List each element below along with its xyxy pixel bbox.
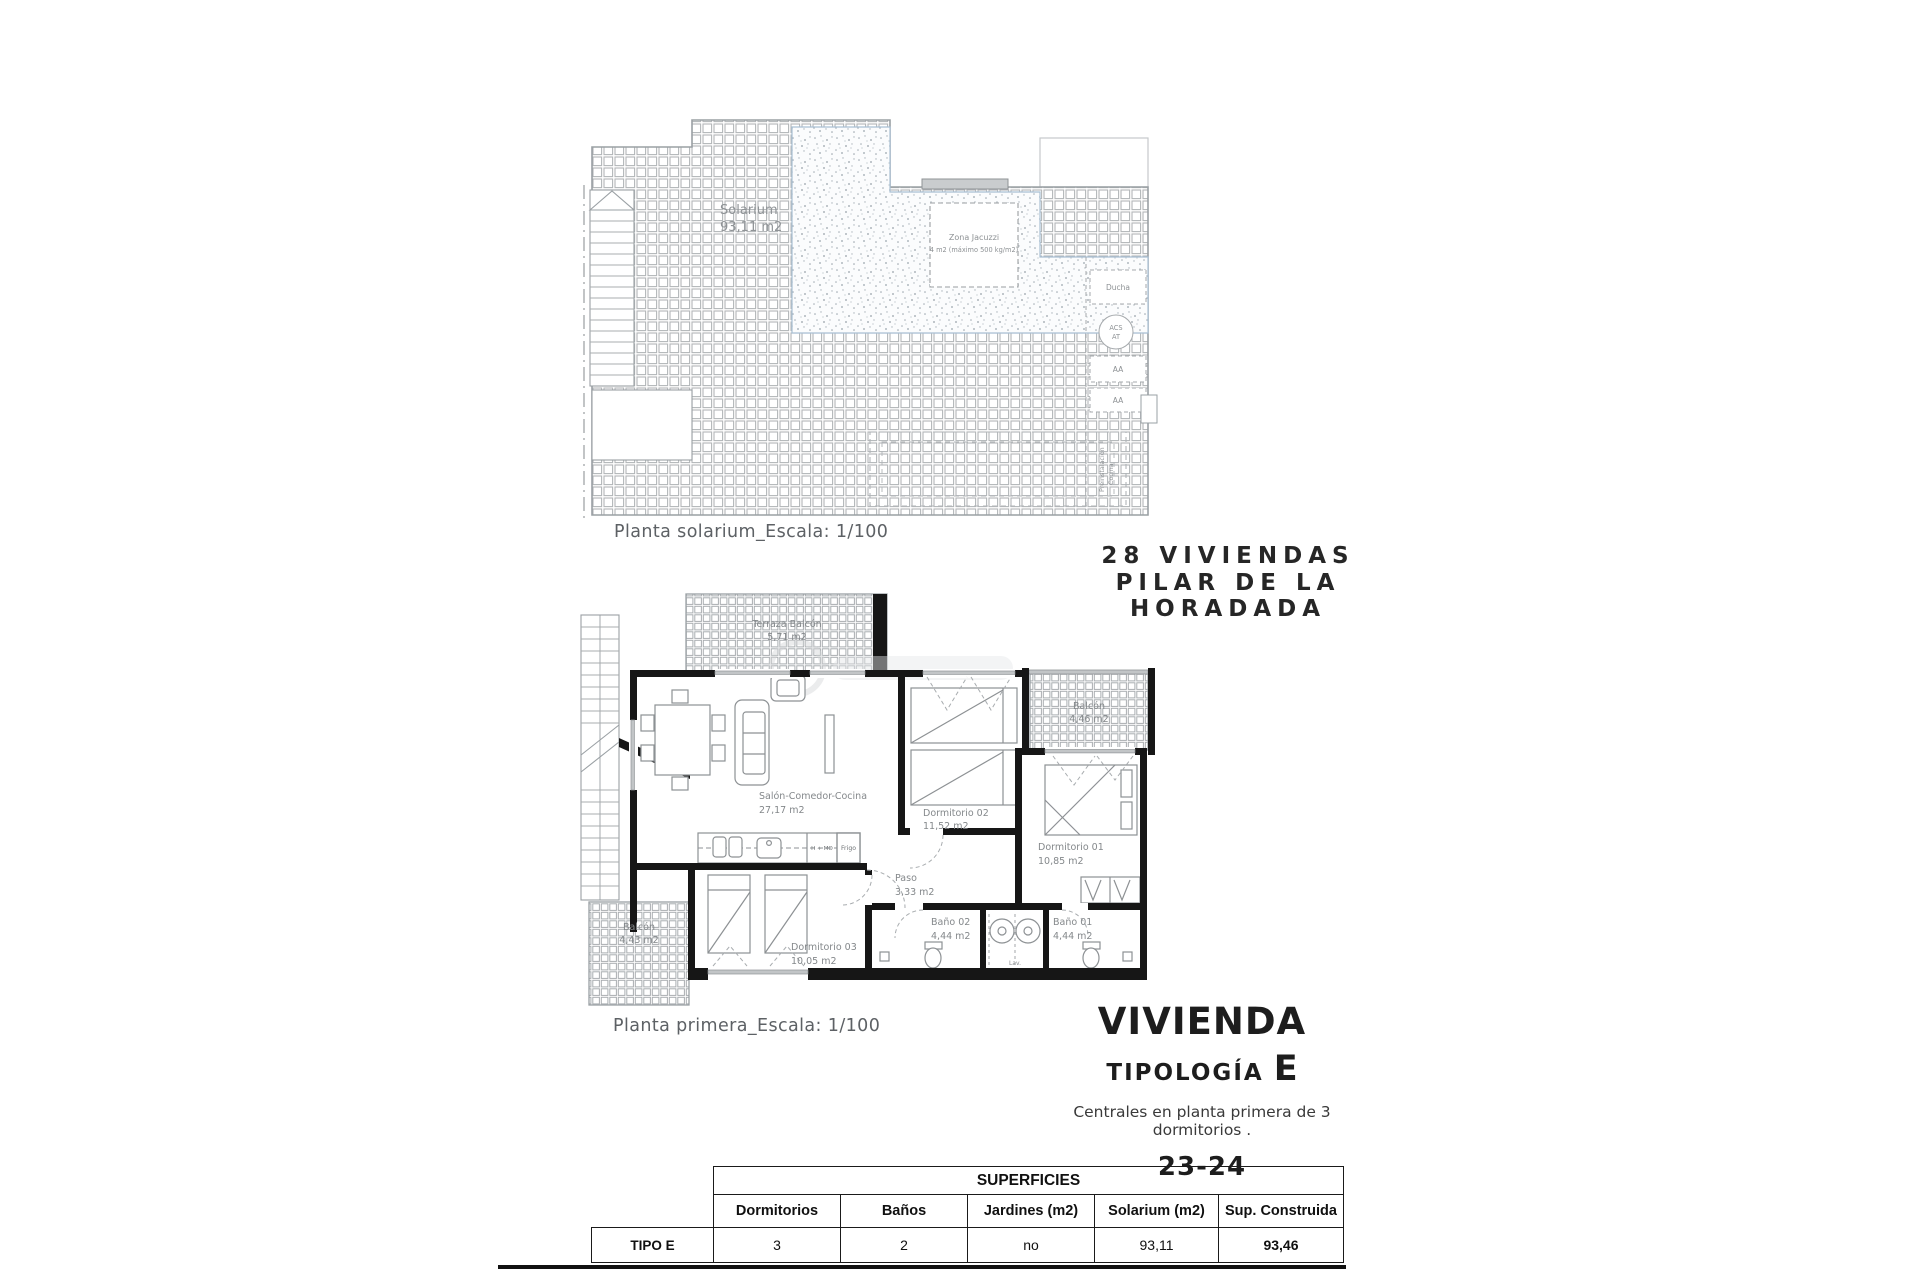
balcon-lateral-label: Balcón xyxy=(622,922,656,933)
table-title: SUPERFICIES xyxy=(714,1167,1344,1195)
lavabo-label: Lav. xyxy=(1008,960,1022,967)
paso-area: 3,33 m2 xyxy=(895,887,935,898)
value-sup-construida: 93,46 xyxy=(1219,1228,1344,1263)
bano01-area: 4,44 m2 xyxy=(1053,931,1093,942)
tv-unit xyxy=(825,715,834,773)
living-furniture xyxy=(641,675,834,790)
project-title-line1: 28 VIVIENDAS xyxy=(1101,543,1355,569)
dormitorio02-area: 11,52 m2 xyxy=(923,821,969,832)
jacuzzi-zone-label: Zona Jacuzzi xyxy=(948,233,1000,242)
solarium-room-area: 93,11 m2 xyxy=(720,220,783,235)
unit-title: VIVIENDA xyxy=(1097,1000,1307,1043)
solarium-plan-caption: Planta solarium_Escala: 1/100 xyxy=(614,522,889,542)
unit-typology-label: TIPOLOGÍA xyxy=(1106,1060,1264,1086)
value-dormitorios: 3 xyxy=(714,1228,841,1263)
unit-description: Centrales en planta primera de 3 dormitorios . xyxy=(1073,1103,1331,1139)
dormitorio01-label: Dormitorio 01 xyxy=(1038,842,1104,853)
kitchen-counter xyxy=(698,833,860,863)
col-header-banos: Baños xyxy=(841,1195,968,1228)
bano01-label: Baño 01 xyxy=(1053,917,1093,928)
adjacent-roof-outline xyxy=(1040,138,1148,187)
dormitorio01-wardrobe xyxy=(1081,877,1140,903)
table-row-label: TIPO E xyxy=(592,1228,714,1263)
col-header-dormitorios: Dormitorios xyxy=(714,1195,841,1228)
jacuzzi-zone-note: 4 m2 (máximo 500 kg/m2) xyxy=(929,246,1019,254)
kitchen-sink xyxy=(713,837,726,857)
col-header-solarium: Solarium (m2) xyxy=(1095,1195,1219,1228)
acs-label: ACS xyxy=(1109,324,1123,332)
project-title-line2: PILAR DE LA xyxy=(1115,569,1341,596)
dormitorio03-area: 10,05 m2 xyxy=(791,956,837,967)
unit-typology xyxy=(1052,1049,1352,1089)
dining-table xyxy=(655,705,710,775)
bano02-label: Baño 02 xyxy=(931,917,971,928)
dormitorio01-bed xyxy=(1045,765,1137,835)
paso-label: Paso xyxy=(895,873,917,884)
ducha-label: Ducha xyxy=(1105,283,1131,292)
bano02-area: 4,44 m2 xyxy=(931,931,971,942)
upper-window-bar xyxy=(922,179,1008,189)
col-header-jardines: Jardines (m2) xyxy=(968,1195,1095,1228)
kitchen-hmo-label: H + MO xyxy=(811,846,833,852)
first-floor-plan-caption: Planta primera_Escala: 1/100 xyxy=(613,1016,881,1036)
terraza-label: Terraza Balcón xyxy=(752,619,822,630)
value-jardines: no xyxy=(968,1228,1095,1263)
value-solarium: 93,11 xyxy=(1095,1228,1219,1263)
toilet-bano02 xyxy=(925,948,941,968)
solarium-floor-plan-drawing xyxy=(570,90,1170,520)
balcon-dorm-area: 4,46 m2 xyxy=(1069,714,1109,725)
at-label: AT xyxy=(1111,333,1121,341)
acs-circle xyxy=(1099,315,1133,349)
col-header-sup-construida: Sup. Construida xyxy=(1219,1195,1344,1228)
unit-typology-letter: E xyxy=(1273,1049,1298,1089)
cocina-label: Cocina xyxy=(1107,463,1115,485)
preinstalacion-label: Preinstalación xyxy=(1098,447,1106,492)
jacuzzi-zone xyxy=(930,203,1018,287)
aa-top-label: AA xyxy=(1112,365,1124,374)
solarium-room-label: Solarium xyxy=(720,203,778,218)
dormitorio02-label: Dormitorio 02 xyxy=(923,808,989,819)
first-floor-plan-drawing xyxy=(575,580,1175,1020)
fridge-label: Frigo xyxy=(840,845,857,852)
stairs xyxy=(581,615,619,900)
lateral-balcon-deck xyxy=(589,902,689,1005)
bathroom-fixtures xyxy=(880,914,1132,968)
balcon-railing xyxy=(1029,670,1148,674)
salon-label: Salón-Comedor-Cocina xyxy=(759,791,868,802)
salon-area: 27,17 m2 xyxy=(759,805,805,816)
value-banos: 2 xyxy=(841,1228,968,1263)
balcon-lateral-area: 4,43 m2 xyxy=(619,935,659,946)
drain-bano02 xyxy=(880,952,889,961)
table-blank-cell xyxy=(592,1195,714,1228)
unit-numbers: 23-24 xyxy=(1157,1152,1247,1182)
balcon-dorm-label: Balcón xyxy=(1072,701,1106,712)
toilet-bano01 xyxy=(1083,948,1099,968)
dormitorio02-beds xyxy=(911,688,1017,805)
table-bottom-rule xyxy=(498,1265,1346,1269)
drain-bano01 xyxy=(1123,952,1132,961)
table-blank-cell xyxy=(592,1167,714,1195)
dormitorio01-area: 10,85 m2 xyxy=(1038,856,1084,867)
aa-bottom-label: AA xyxy=(1112,396,1124,405)
wall-door-mark xyxy=(1141,395,1157,423)
project-title-line3: HORADADA xyxy=(1129,596,1327,622)
terraza-area: 5,71 m2 xyxy=(767,632,807,643)
surfaces-table xyxy=(591,1166,1344,1263)
dormitorio03-label: Dormitorio 03 xyxy=(791,942,857,953)
unit-info-block xyxy=(1052,1000,1352,1182)
